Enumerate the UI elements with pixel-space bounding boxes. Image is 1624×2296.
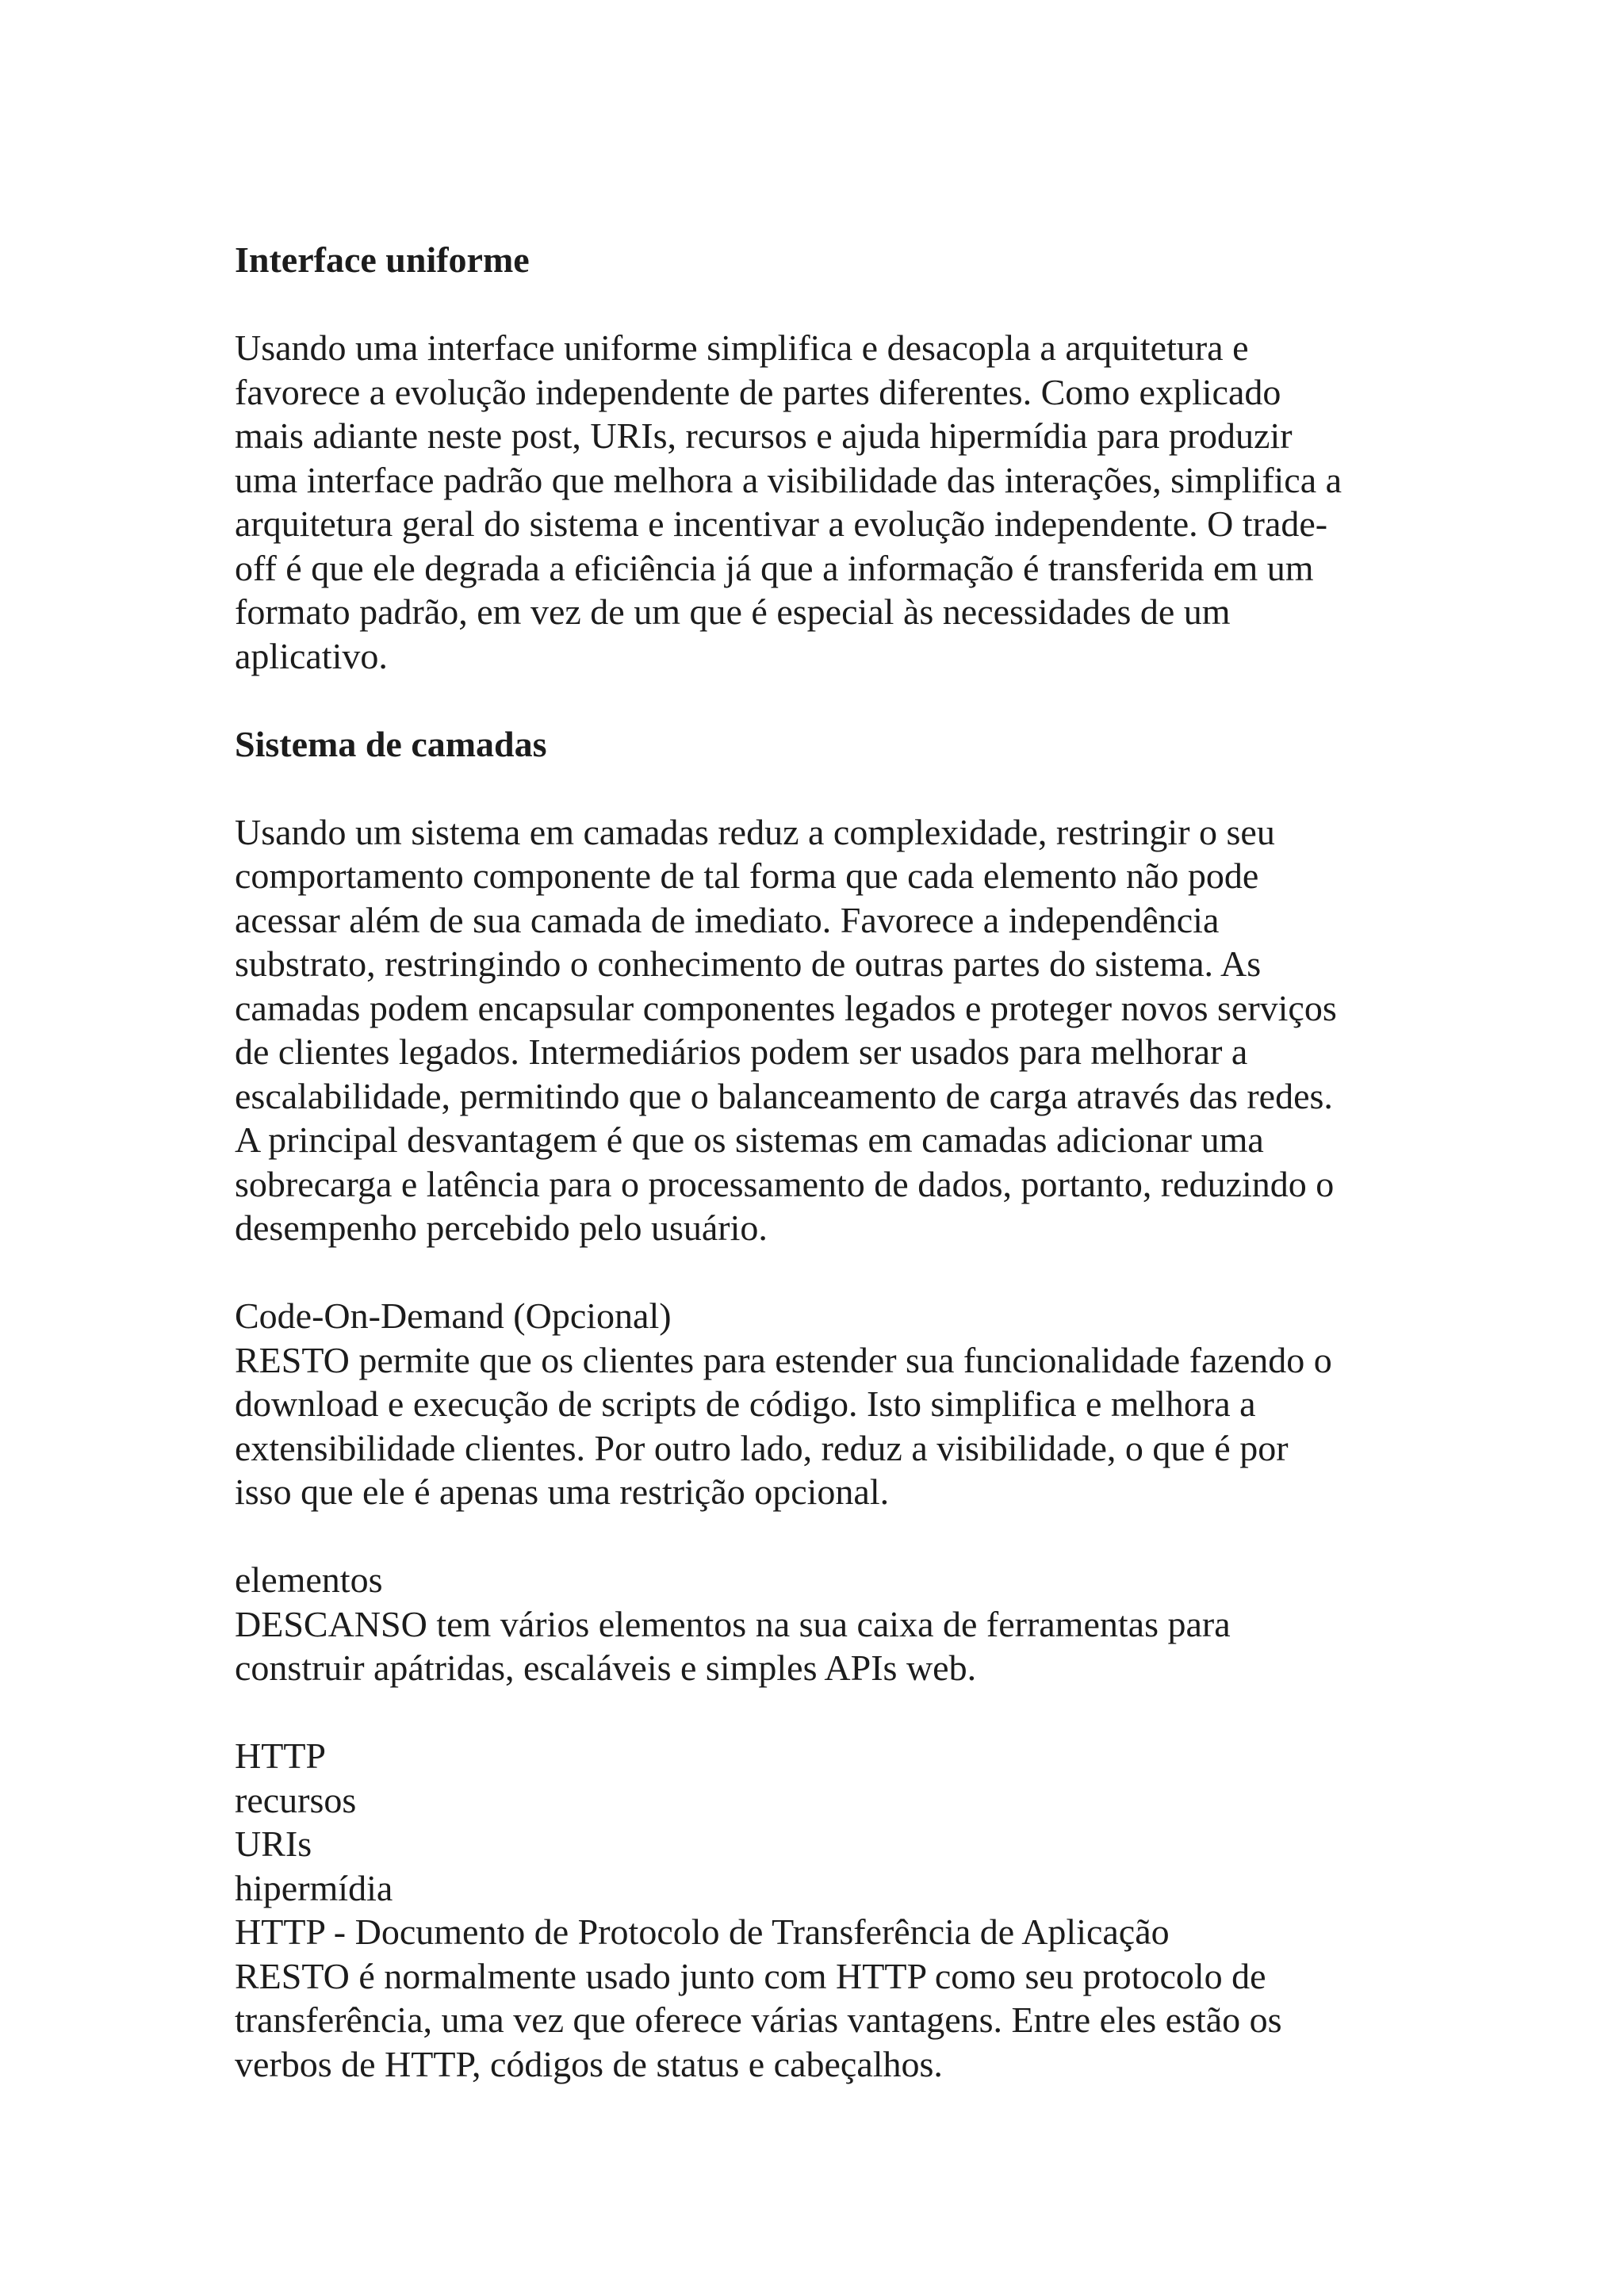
text-line: de clientes legados. Intermediários podem ser usados para melhorar a: [235, 1031, 1248, 1072]
text-line: escalabilidade, permitindo que o balanceamento de carga através das redes.: [235, 1075, 1333, 1116]
spacer: [235, 678, 1424, 722]
spacer: [235, 766, 1424, 810]
text-line: isso que ele é apenas uma restrição opcional.: [235, 1471, 890, 1512]
text-line: favorece a evolução independente de partes diferentes. Como explicado: [235, 371, 1281, 412]
text-line: construir apátridas, escaláveis e simples APIs web.: [235, 1647, 977, 1688]
paragraph-code-on-demand: [235, 1294, 1424, 1514]
text-line: DESCANSO tem vários elementos na sua caixa de ferramentas para: [235, 1603, 1231, 1644]
text-line: A principal desvantagem é que os sistemas em camadas adicionar uma: [235, 1119, 1264, 1160]
text-line: desempenho percebido pelo usuário.: [235, 1207, 768, 1248]
text-line: uma interface padrão que melhora a visibilidade das interações, simplifica a: [235, 459, 1342, 500]
text-line: sobrecarga e latência para o processamento de dados, portanto, reduzindo o: [235, 1163, 1335, 1204]
text-line: transferência, uma vez que oferece várias vantagens. Entre eles estão os: [235, 1999, 1282, 2040]
text-line: arquitetura geral do sistema e incentivar a evolução independente. O trade-: [235, 503, 1328, 544]
paragraph-http: [235, 1734, 1424, 2086]
text-line: comportamento componente de tal forma que cada elemento não pode: [235, 855, 1259, 896]
heading-sistema-de-camadas: Sistema de camadas: [235, 723, 547, 764]
text-line: HTTP - Documento de Protocolo de Transferência de Aplicação: [235, 1911, 1170, 1952]
text-line: aplicativo.: [235, 635, 388, 676]
text-line: off é que ele degrada a eficiência já que a informação é transferida em um: [235, 547, 1314, 588]
text-line: substrato, restringindo o conhecimento de outras partes do sistema. As: [235, 943, 1262, 984]
document-body: [235, 238, 1424, 2086]
spacer: [235, 282, 1424, 327]
text-line: RESTO é normalmente usado junto com HTTP como seu protocolo de: [235, 1955, 1266, 1996]
paragraph-sistema-de-camadas: [235, 810, 1424, 1250]
text-line: Usando uma interface uniforme simplifica e desacopla a arquitetura e: [235, 327, 1249, 368]
spacer: [235, 1514, 1424, 1559]
text-line: Code-On-Demand (Opcional): [235, 1295, 672, 1336]
text-line: camadas podem encapsular componentes legados e proteger novos serviços: [235, 987, 1337, 1028]
spacer: [235, 1690, 1424, 1735]
text-line: RESTO permite que os clientes para estender sua funcionalidade fazendo o: [235, 1339, 1332, 1380]
text-line: extensibilidade clientes. Por outro lado, reduz a visibilidade, o que é por: [235, 1427, 1289, 1468]
text-line: mais adiante neste post, URIs, recursos e ajuda hipermídia para produzir: [235, 415, 1293, 456]
text-line: URIs: [235, 1823, 312, 1864]
text-line: Usando um sistema em camadas reduz a complexidade, restringir o seu: [235, 811, 1275, 852]
text-line: acessar além de sua camada de imediato. Favorece a independência: [235, 899, 1220, 940]
paragraph-elementos: [235, 1558, 1424, 1690]
text-line: elementos: [235, 1559, 383, 1600]
text-line: download e execução de scripts de código. Isto simplifica e melhora a: [235, 1383, 1256, 1424]
text-line: verbos de HTTP, códigos de status e cabeçalhos.: [235, 2043, 943, 2084]
text-line: HTTP: [235, 1735, 326, 1776]
text-line: hipermídia: [235, 1867, 393, 1908]
text-line: formato padrão, em vez de um que é especial às necessidades de um: [235, 591, 1231, 632]
text-line: recursos: [235, 1779, 357, 1820]
heading-interface-uniforme: Interface uniforme: [235, 239, 530, 280]
spacer: [235, 1250, 1424, 1295]
paragraph-interface-uniforme: [235, 326, 1424, 678]
